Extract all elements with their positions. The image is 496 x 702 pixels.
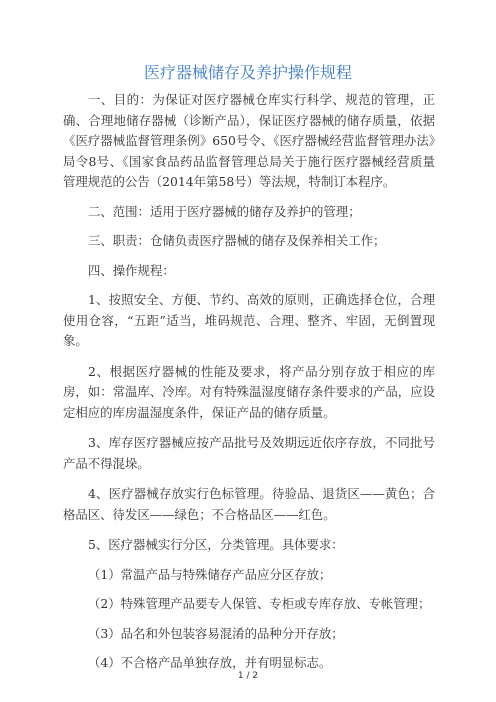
paragraph-item-1: 1、按照安全、方便、节约、高效的原则，正确选择仓位，合理使用仓容，“五距”适当，堆码规范、合理、整齐、牢固，无倒置现象。 (63, 292, 435, 348)
paragraph-subitem-3: （3）品名和外包装容易混淆的品种分开存放； (88, 625, 344, 641)
paragraph-purpose: 一、目的：为保证对医疗器械仓库实行科学、规范的管理，正确、合理地储存器械（诊断产品），保证医疗器械的储存质量，依据《医疗器械监督管理条例》650号令、《医疗器械经营监督管理办法》局令8号、《国家食品药品监督管理总局关于施行医疗器械经营质量管理规范的公告（2014年第58号）等法规，特制订本程序。 (63, 92, 435, 189)
paragraph-scope: 二、范围：适用于医疗器械的储存及养护的管理； (88, 203, 361, 219)
paragraph-item-2: 2、根据医疗器械的性能及要求，将产品分别存放于相应的库房，如：常温库、冷库。对有特殊温湿度储存条件要求的产品，应设定相应的库房温湿度条件，保证产品的储存质量。 (63, 363, 435, 420)
paragraph-subitem-2: （2）特殊管理产品要专人保管、专柜或专库存放、专帐管理； (88, 596, 431, 611)
paragraph-item-5: 5、医疗器械实行分区，分类管理。具体要求： (88, 537, 344, 552)
document-body (63, 90, 435, 674)
paragraph-responsibility: 三、职责：仓储负责医疗器械的储存及保养相关工作； (88, 233, 386, 248)
paragraph-subitem-1: （1）常温产品与特殊储存产品应分区存放； (88, 566, 332, 582)
paragraph-item-3: 3、库存医疗器械应按产品批号及效期远近依序存放，不同批号产品不得混垛。 (63, 435, 435, 471)
paragraph-subitem-4: （4）不合格产品单独存放，并有明显标志。 (88, 655, 332, 670)
document-title: 医疗器械储存及养护操作规程 (143, 63, 352, 82)
paragraph-item-4: 4、医疗器械存放实行色标管理。待验品、退货区——黄色；合格品区、待发区——绿色；不合格品区——红色。 (63, 486, 435, 522)
page-number: 1 / 2 (237, 671, 259, 681)
paragraph-procedure-heading: 四、操作规程： (88, 262, 175, 278)
